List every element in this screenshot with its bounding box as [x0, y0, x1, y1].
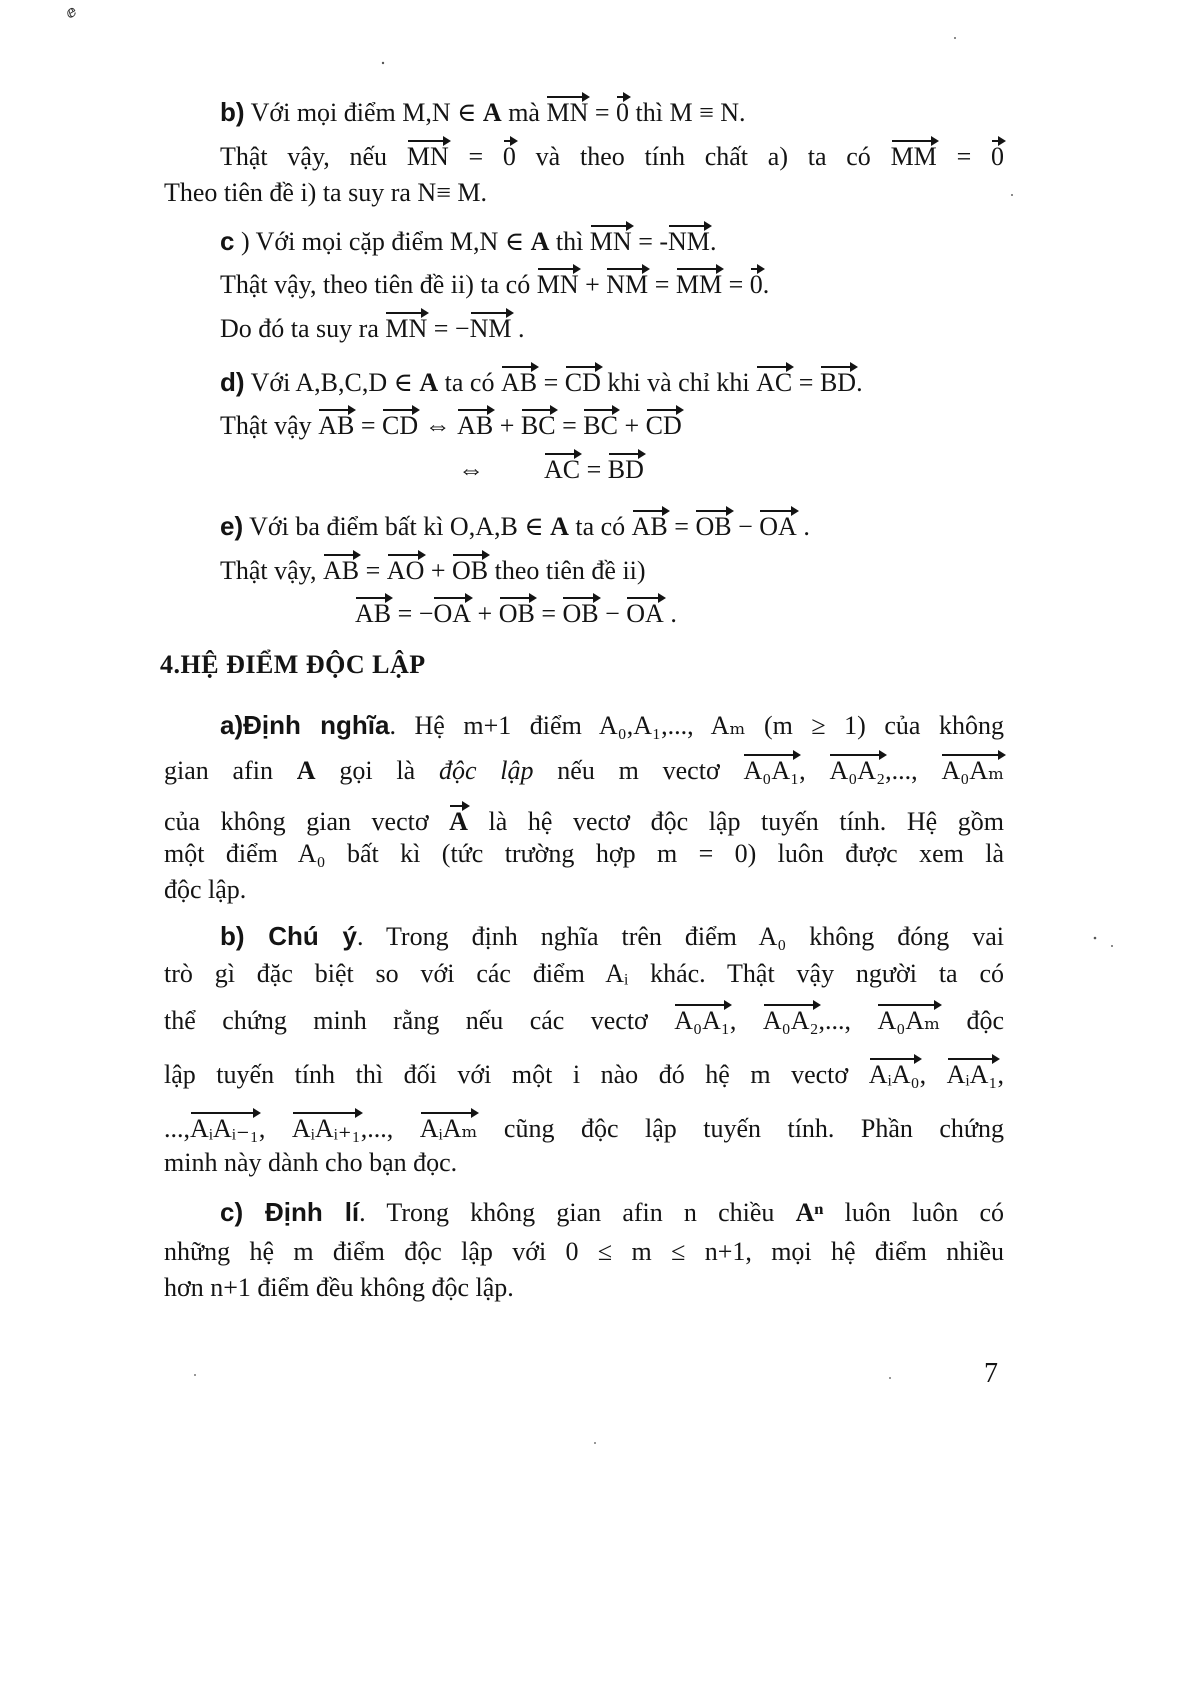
corner-mark: ⅇ: [62, 2, 81, 23]
vector-MN: MN: [546, 92, 588, 126]
theorem-line1: c) Định lí. Trong không gian afin n chiều Aⁿ luôn luôn có: [220, 1197, 1004, 1227]
vector-NM: NM: [668, 221, 710, 255]
page-number: 7: [984, 1358, 998, 1389]
note-line2: trò gì đặc biệt so với các điểm Aᵢ khác. Thật vậy người ta có: [164, 959, 1004, 988]
section-heading: 4.HỆ ĐIỂM ĐỘC LẬP: [160, 650, 426, 679]
definition-line2: gian afin A gọi là độc lập nếu m vectơ A₀A₁, A₀A₂,..., A₀Aₘ: [164, 750, 1004, 788]
item-d-proof-line2: ⇔ AC = BD: [458, 449, 858, 487]
vector-MM: MM: [891, 136, 937, 170]
vector-zero: 0: [991, 136, 1004, 170]
item-b-proof-line1: Thật vậy, nếu MN = 0 và theo tính chất a) ta có MM = 0: [220, 136, 1004, 174]
item-d-statement: d) Với A,B,C,D ∈ A ta có AB = CD khi và chỉ khi AC = BD.: [220, 362, 1060, 400]
definition-line3: của không gian vectơ A là hệ vectơ độc lập tuyến tính. Hệ gồm: [164, 801, 1004, 839]
theorem-line2: những hệ m điểm độc lập với 0 ≤ m ≤ n+1, mọi hệ điểm nhiều: [164, 1237, 1004, 1266]
definition-line1: a)Định nghĩa. Hệ m+1 điểm A₀,A₁,..., Aₘ (m ≥ 1) của không: [220, 710, 1004, 740]
definition-label: a)Định nghĩa: [220, 710, 390, 740]
item-d-proof-line1: Thật vậy AB = CD ⇔ AB + BC = BC + CD: [220, 405, 1060, 443]
vector-MN: MN: [407, 136, 449, 170]
item-c-label: c: [220, 226, 235, 256]
vector-zero: 0: [616, 92, 629, 126]
item-e-statement: e) Với ba điểm bất kì O,A,B ∈ A ta có AB = OB − OA .: [220, 506, 1060, 544]
note-line5: ...,AᵢAᵢ₋₁, AᵢAᵢ₊₁,..., AᵢAₘ cũng độc lập tuyến tính. Phần chứng: [164, 1108, 1004, 1146]
theorem-label: c) Định lí: [220, 1197, 360, 1227]
item-c-proof-line2: Do đó ta suy ra MN = −NM .: [220, 308, 1060, 346]
note-line4: lập tuyến tính thì đối với một i nào đó hệ m vectơ AᵢA₀, AᵢA₁,: [164, 1054, 1004, 1092]
item-e-proof-line2: AB = −OA + OB = OB − OA .: [355, 593, 855, 631]
item-c-statement: c ) Với mọi cặp điểm M,N ∈ A thì MN = -NM.: [220, 221, 1060, 259]
note-label: b) Chú ý: [220, 921, 357, 951]
note-line1: b) Chú ý. Trong định nghĩa trên điểm A₀ không đóng vai: [220, 921, 1004, 951]
definition-line5: độc lập.: [164, 875, 247, 904]
note-line6: minh này dành cho bạn đọc.: [164, 1148, 458, 1177]
vector-MN: MN: [590, 221, 632, 255]
item-d-label: d): [220, 367, 245, 397]
note-line3: thể chứng minh rằng nếu các vectơ A₀A₁, A₀A₂,..., A₀Aₘ độc: [164, 1000, 1004, 1038]
item-b-proof-line2: Theo tiên đề i) ta suy ra N≡ M.: [164, 178, 487, 207]
item-e-label: e): [220, 511, 244, 541]
theorem-line3: hơn n+1 điểm đều không độc lập.: [164, 1273, 514, 1302]
item-c-proof-line1: Thật vậy, theo tiên đề ii) ta có MN + NM = MM = 0.: [220, 264, 1060, 302]
vector-space-A: A: [449, 801, 468, 835]
vector-zero: 0: [503, 136, 516, 170]
item-b-label: b): [220, 97, 245, 127]
definition-line4: một điểm A₀ bất kì (tức trường hợp m = 0) luôn được xem là: [164, 839, 1004, 868]
item-e-proof-line1: Thật vậy, AB = AO + OB theo tiên đề ii): [220, 550, 1060, 588]
item-b-statement: b) Với mọi điểm M,N ∈ A mà MN = 0 thì M ≡ N.: [220, 92, 1060, 130]
